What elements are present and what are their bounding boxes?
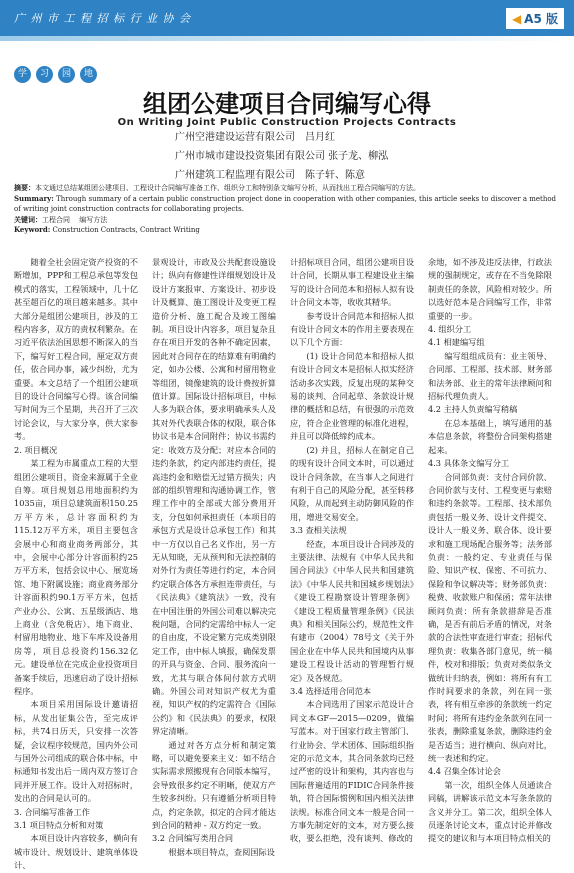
- abstract-block: [14, 183, 560, 236]
- body-paragraph: 参考设计合同范本和招标人拟有设计合同文本的作用主要表现在以下几个方面：: [290, 310, 414, 348]
- body-paragraph: 根据本项目特点，查阅国际设: [168, 846, 275, 857]
- section-heading: 景观设计，市政及公共配套设施设计；纵向有修建性详细规划设计及设计方案报审、方案设计、初步设计及概算、施工图设计及变更工程造价分析、施工配合及竣工图编制。项目设计内容多，项目复杂且存在项目开发的各种不确定因素，因此对合同存在的结算难有明确约定，如办公楼、公寓和村留用物业等组团，镜像建筑的设计费按折算值计算。国际设计招标项目，中标人多为联合体，要求明确承头人及其对外代表联合体的权限，联合体协议书是本合同附件；协议书需约定：收效方及分配；对应本合同的违约条款，约定内部违约责任，提高违约金和赔偿无过错方损失；内部的组织管理和沟通协调工作，管理工作中的全部或大部分费用开支，分包如何承担责任（本项目的承包方式是设计总承包工作）和其中一方仅以自己名义作出，另一方无从知晓，无从预判和无法控制的对外行为责任等进行约定，本合同约定联合体各方承担连带责任，与《民法典》《建筑法》一致，没有在中国注册的外国公司难以解决完税问题，合同约定需给中标人一定的自由度，不设定繁方完成类别限定工作，由中标人填报，确保发票的开具与资金、合同、服务流向一致，尤其与联合体间付款方式明确。外国公司对知识产权尤为重视，知识产权的约定需符合《国际公约》和《民法典》的要求，权限界定清晰。: [152, 257, 276, 737]
- keywords-zh-text: 工程合同 编写方法: [42, 215, 108, 224]
- author-line: 广州市城市建设投资集团有限公司 张子龙、柳泓: [175, 151, 389, 162]
- body-paragraph: 在总本基础上，填写通用的基本信息条款，将整份合同架构搭建起来。: [428, 417, 552, 455]
- section-tag: 习: [36, 66, 53, 83]
- abstract-en: [14, 194, 560, 215]
- body-paragraph: 第一次，组织全体人员通读合同稿，讲解该示范文本写条条款的含义并分工。第二次，组织全体人员逐条讨论文本，重点讨论并修改提交的建议和与本项目特点相关的: [428, 779, 552, 844]
- section-heading: 3.1 项目特点分析和对策: [14, 820, 104, 831]
- article-subtitle: On Writing Joint Public Construction Projects Contracts: [117, 117, 457, 128]
- section-heading: 4. 组织分工: [428, 324, 472, 335]
- abstract-zh: [14, 183, 560, 194]
- section-tag: 园: [58, 66, 75, 83]
- body-paragraph: 编写组组成员有：业主领导、合同部、工程部、技术部、财务部和法务部、业主的常年法律顾问和招标代理负责人。: [428, 350, 552, 402]
- keywords-zh-label: 关键词：: [14, 214, 42, 224]
- author-list: [175, 128, 388, 185]
- section-heading: 4.4 召集全体讨论会: [428, 766, 501, 777]
- article-title: 组团公建项目合同编写心得: [143, 90, 431, 118]
- keywords-en-text: Construction Contracts, Contract Writing: [52, 226, 200, 234]
- section-heading: 3.3 查相关法规: [290, 525, 347, 536]
- body-paragraph: 随着全社会固定资产投资的不断增加，PPP和工程总承包等发包模式的落实，工程领域中，几十亿甚至超百亿的项目越来越多。其中大部分是组团公建项目，涉及的工程内容多，双方的责权利繁杂。在习近平依法治国思想不断深入的当下，编写好工程合同，厘定双方责任，依合同办事，减少纠纷，尤为重要。本文总结了一个组团公建项目的设计合同编写心得。该合同编写时间为三个星期，共召开了三次讨论会议，与大家分享，供大家参考。: [14, 257, 138, 442]
- body-paragraph: 某工程为市属重点工程的大型组团公建项目，资金来源属于全业自筹。项目规划总用地面积约为1035亩，项目总建筑面积150.25万平方米，总计容面积约为115.12万平方米，项目主要包含会展中心和商业商务两部分，其中，会展中心部分计容面积约25万平方米，包括会议中心、展览场馆、地下附属设施；商业商务部分计容面积约90.1万平方米，包括产业办公、公寓、五星级酒店、地上商业（含免税店）、地下商业、村留用地物业、地下车库及设备用房等，项目总投资约156.32亿元。建设单位在完成企业投资项目备案手续后，迅速启动了设计招标程序。: [14, 458, 138, 696]
- section-heading: 计招标项目合同，组团公建项目设计合同，长期从事工程建设业主编写的设计合同范本和招标人拟有设计合同文本等，收收其精华。: [290, 257, 414, 308]
- triangle-icon: ◀: [511, 12, 522, 26]
- section-tag: 学: [14, 66, 31, 83]
- author-line: 广州空港建设运营有限公司 吕月红: [175, 132, 335, 143]
- section-heading: 4.3 具体条文编写分工: [428, 458, 510, 469]
- abstract-en-text: Through summary of a certain public construction project done in cooperation with other companies, this article seeks to discover a method of writing joint construction contracts for collaborating projects.: [14, 194, 557, 213]
- abstract-en-label: Summary:: [14, 193, 54, 203]
- header-stripe: [0, 36, 574, 41]
- section-heading: 2. 项目概况: [14, 444, 58, 455]
- header-bar: [0, 0, 574, 36]
- body-paragraph: (1) 设计合同范本和招标人拟有设计合同文本是招标人拟实经济活动多次实践，反复出现的某种交易的谈判、合同起草、条款设计规律的概括和总结，有很强的示范效应，符合企业管理的标准化进程，并且可以降低缔约成本。: [290, 350, 414, 442]
- section-tag: 地: [80, 66, 97, 83]
- section-heading: 4.1 相建编写组: [428, 337, 485, 348]
- body-paragraph: 通过对各方点分析和制定策略，可以避免要来主义：如不结合实际需求照搬现有合同版本编写，会导致很多约定不明晰，使双方产生较多纠纷。只有遵循分析项目特点，约定条款，拟定的合同才能达到合同的精神 - 双方约定一致。: [152, 739, 276, 831]
- body-column-1: [14, 256, 138, 873]
- section-heading: 3.2 合同编写类用合同: [152, 833, 234, 844]
- section-heading: 4.2 主持人负责编写稍稿: [428, 404, 518, 415]
- page-badge: [506, 8, 564, 29]
- body-paragraph: 合同部负责：支付合同价款、合同价款与支付、工程变更与索赔和违约条款等。工程部、技术部负责包括一般义务、设计文件提交、设计人一般义务、联合体、设计要求和施工现场配合服务等；法务部负责：一般约定、专业责任与保险、知识产权、保密、不可抗力、保险和争议解决等；财务部负责：税费、收款账户和保函；常年法律顾问负责：所有条款措辞是否准确，是否有前后矛盾的情况，对条款的合法性审查进行审查；招标代理负责：收集各部门意见，统一稿件，校对和排版；负责对类似条文做统计归纳表，例如：将所有有工作时间要求的条款，列在同一张表，将有相互牵涉的条款统一约定时间；将所有违约金条款列在同一张表，删除重复条款，删除违约金是否适当；进行横向、纵向对比，统一表述和约定。: [428, 471, 552, 764]
- body-paragraph: 经查，本项目设计合同涉及的主要法律、法规有《中华人民共和国合同法》《中华人民共和国建筑法》《中华人民共和国城乡规划法》《建设工程勘察设计管理条例》《建设工程质量管理条例》《民法典》和相关国际公约，规范性文件有建市（2004）78号文《关于外国企业在中华人民共和国境内从事建设工程设计活动的管理暂行规定》及各规范。: [290, 538, 414, 683]
- author-line: 广州建筑工程监理有限公司 陈子轩、陈意: [175, 170, 365, 181]
- section-heading: 3. 合同编写准备工作: [14, 806, 90, 817]
- keywords-zh: [14, 215, 560, 226]
- section-heading: 余地，如不涉及违反法律，行政法规的强制规定，或存在不当免除限制责任的条款，风险相对较少。所以选好范本是合同编写工作，非常重要的一步。: [428, 257, 552, 321]
- body-paragraph: (2) 并且，招标人在制定自己的现有设计合同文本时，可以通过设计合同条款，在当事人之间进行有利于自己的风险分配，甚至转移风险，从而起到主动防御风险的作用，增进交易安全。: [290, 444, 414, 522]
- section-tags: [14, 66, 97, 83]
- body-column-3: [290, 256, 414, 846]
- body-paragraph: 本项目设计内容较多，横向有城市设计、规划设计、建筑单体设计、: [14, 833, 138, 871]
- keywords-en-label: Keyword:: [14, 225, 51, 234]
- keywords-en: [14, 225, 560, 236]
- abstract-zh-label: 摘要：: [14, 183, 35, 192]
- body-column-4: [428, 256, 552, 846]
- section-heading: 3.4 选择适用合同范本: [290, 686, 372, 696]
- body-paragraph: 本项目采用国际设计邀请招标，从发出征集公告，至完成评标，共74日历天，只安排一次答疑，会议程序较规范，国内外公司与国外公司组成的联合体中标，中标通知书发出后一周内双方签订合同并开展工作。设计入对招标时，发出的合同是认可的。: [14, 699, 138, 804]
- page-badge-label: A5 版: [524, 12, 558, 26]
- abstract-zh-text: 本文通过总结某组团公建项目、工程设计合同编写准备工作、组织分工和特别条文编写分析，从而找出工程合同编写的方法。: [35, 184, 420, 192]
- body-paragraph: 本合同选用了国家示范设计合同文本GF—2015—0209，做编写蓝本。对于国家行政主管部门、行业协会、学术团体、国际组织指定的示范文本，其合同条款均已经过严密的设计和架构，其内容也与国际普遍适用的FIDIC合同条件接轨，符合国际惯例和国内相关法律法规。标准合同文本一般是合同一方事先制定好的文本，对方要么接收，要么拒绝，没有谈判、修改的: [290, 699, 414, 844]
- body-column-2: [152, 256, 276, 859]
- journal-name: 广 州 市 工 程 招 标 行 业 协 会: [14, 12, 191, 25]
